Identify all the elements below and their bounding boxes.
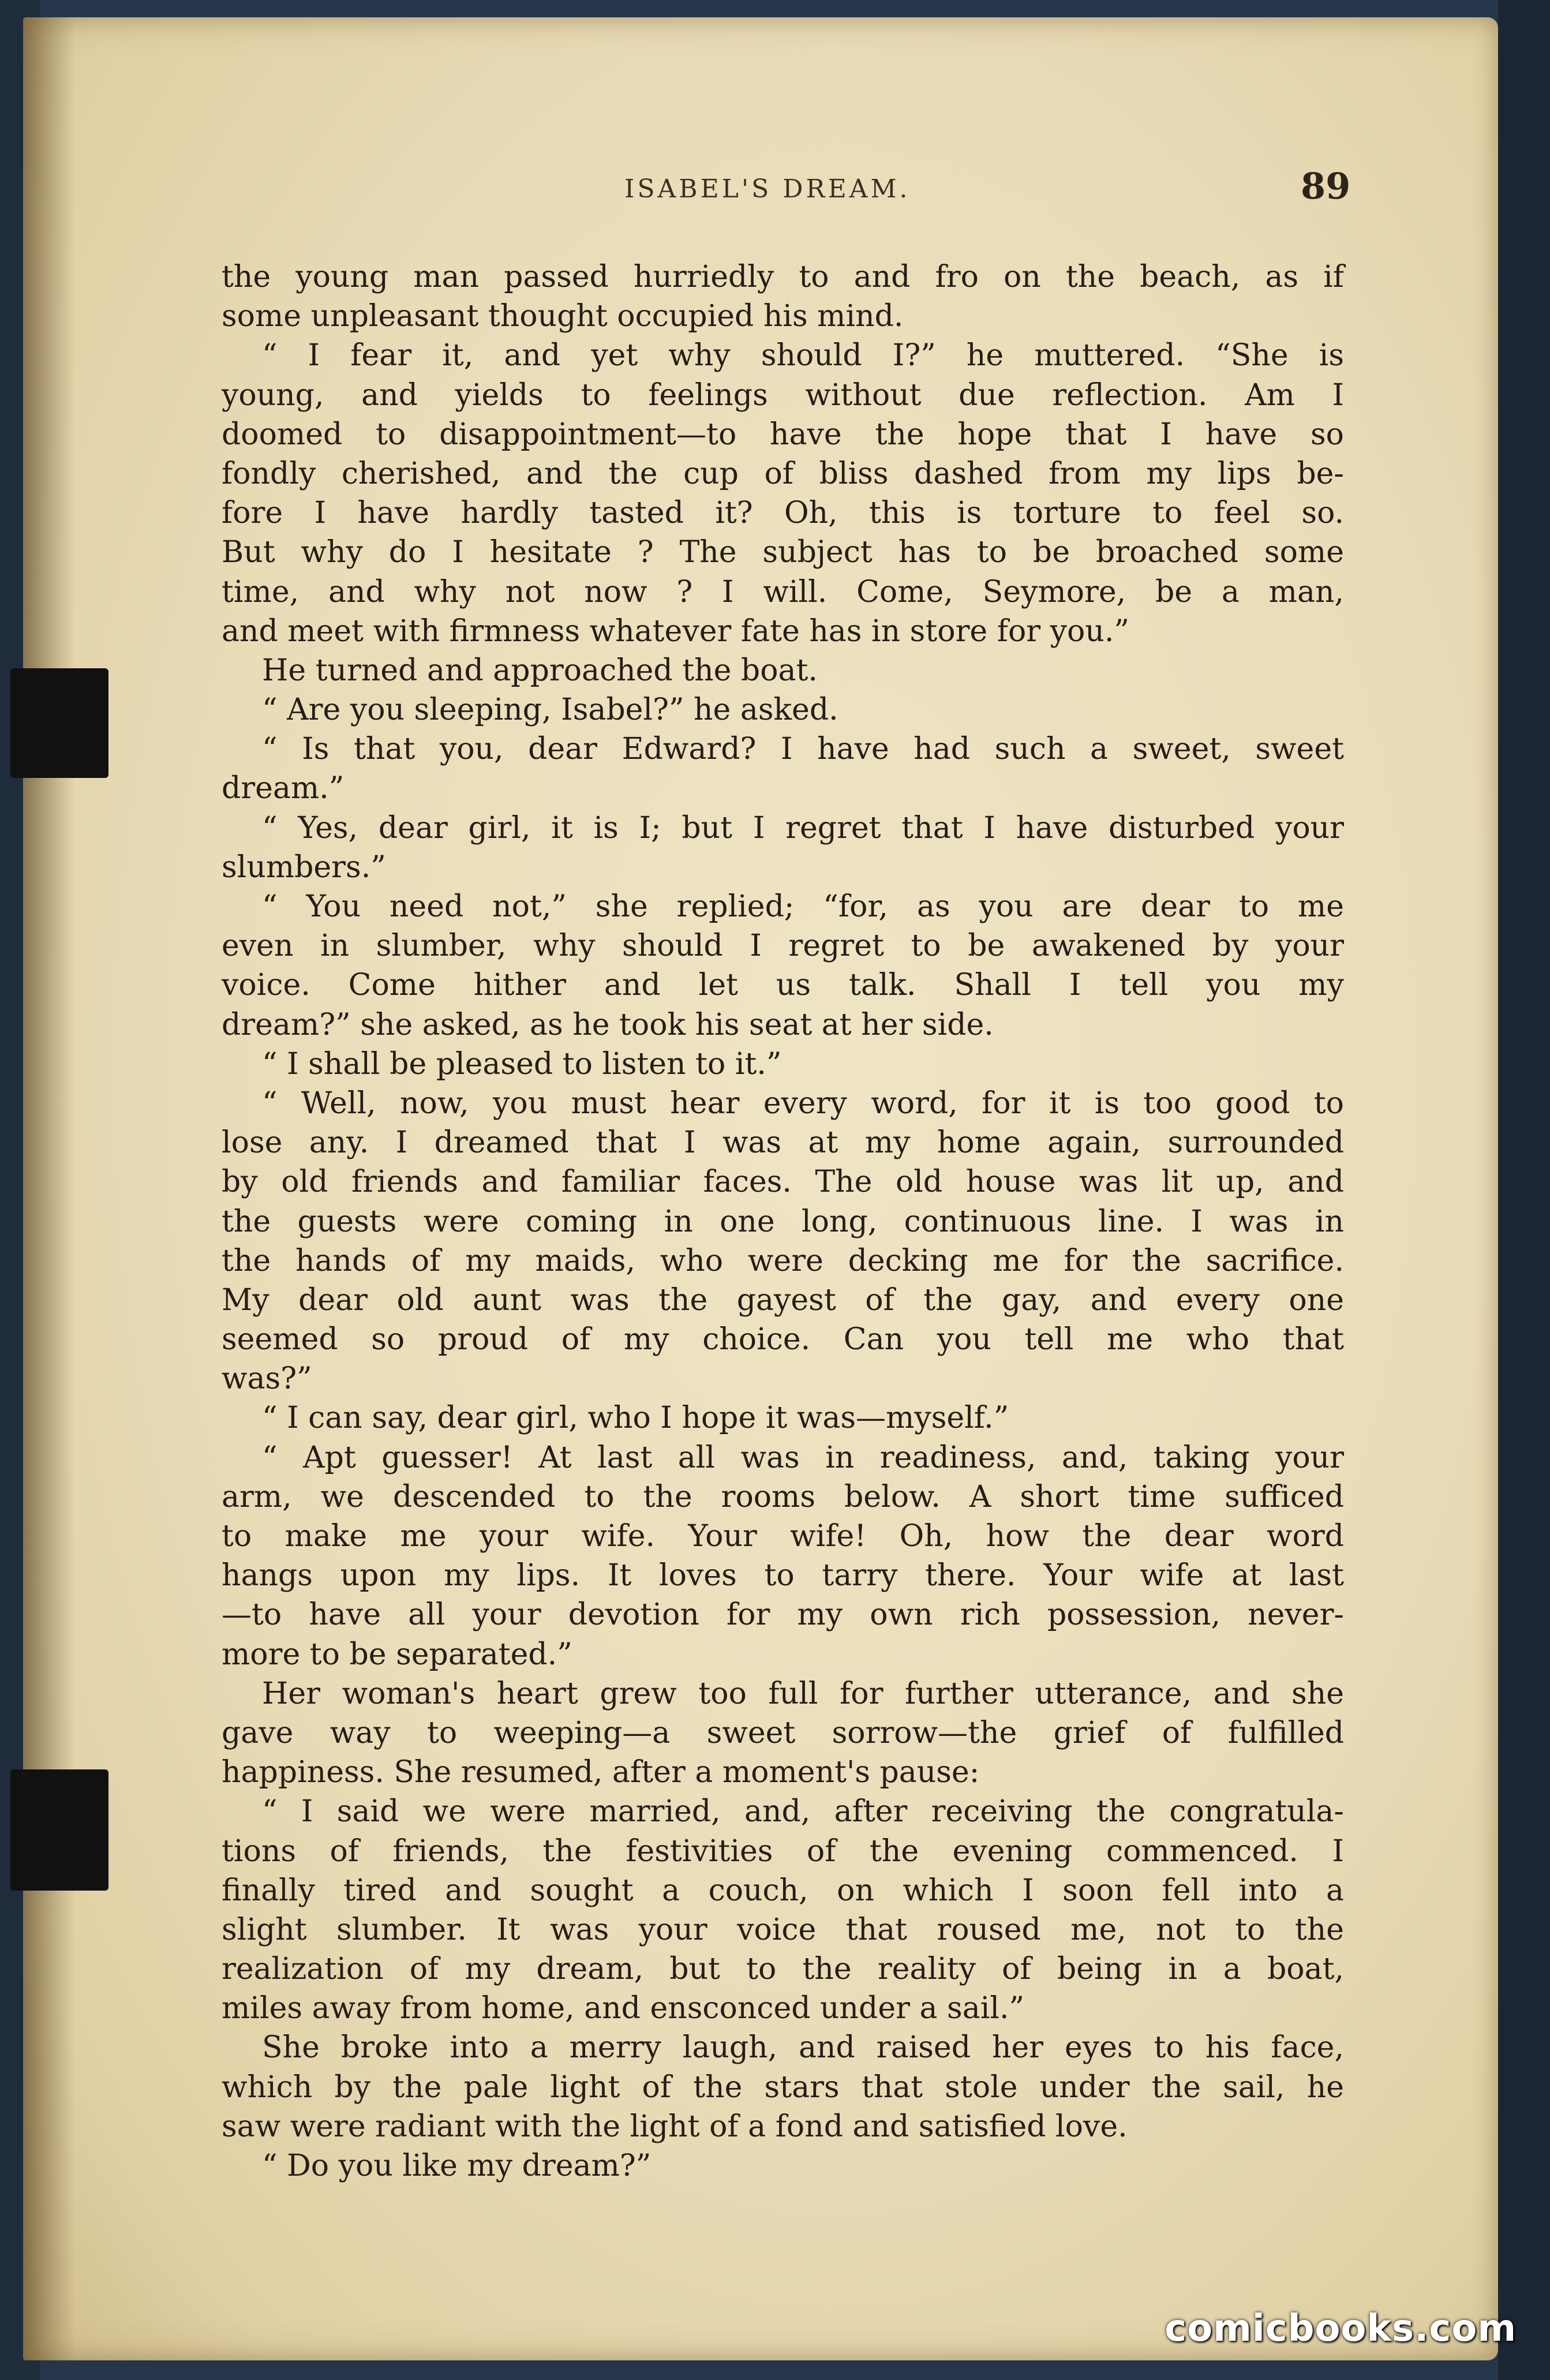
text-line: He turned and approached the boat. xyxy=(262,653,818,688)
text-line: and meet with firmness whatever fate has in store for you.” xyxy=(222,613,1129,649)
text-line: “ Apt guesser! At last all was in readiness, and, taking your xyxy=(262,1440,1344,1475)
text-line: some unpleasant thought occupied his mind. xyxy=(222,299,904,334)
text-line: seemed so proud of my choice. Can you tell me who that xyxy=(222,1322,1344,1357)
text-line: “ Are you sleeping, Isabel?” he asked. xyxy=(262,693,838,728)
text-line: the guests were coming in one long, continuous line. I was in xyxy=(222,1204,1344,1239)
text-line: voice. Come hither and let us talk. Shall I tell you my xyxy=(222,968,1344,1003)
book-edge-right xyxy=(1498,0,1550,2380)
text-line: slumbers.” xyxy=(222,850,386,885)
text-line: “ Yes, dear girl, it is I; but I regret that I have disturbed your xyxy=(262,810,1344,845)
text-line: miles away from home, and ensconced under a sail.” xyxy=(222,1991,1025,2026)
site-watermark: comicbooks.com xyxy=(1165,2307,1517,2350)
text-line: even in slumber, why should I regret to be awakened by your xyxy=(222,929,1344,964)
text-line: finally tired and sought a couch, on which I soon fell into a xyxy=(222,1873,1344,1908)
text-line: arm, we descended to the rooms below. A short time sufficed xyxy=(222,1479,1344,1514)
text-line: fondly cherished, and the cup of bliss dashed from my lips be- xyxy=(222,456,1344,491)
running-head: ISABEL'S DREAM. xyxy=(624,174,911,204)
text-line: “ Well, now, you must hear every word, for it is too good to xyxy=(262,1086,1344,1121)
text-line: “ I can say, dear girl, who I hope it was—myself.” xyxy=(262,1401,1009,1436)
text-line: “ Is that you, dear Edward? I have had such a sweet, sweet xyxy=(262,732,1344,767)
text-line: fore I have hardly tasted it? Oh, this is torture to feel so. xyxy=(222,496,1344,531)
text-line: realization of my dream, but to the reality of being in a boat, xyxy=(222,1952,1344,1987)
page-gutter-shadow xyxy=(23,17,75,2360)
text-line: hangs upon my lips. It loves to tarry there. Your wife at last xyxy=(222,1558,1344,1593)
text-line: —to have all your devotion for my own rich possession, never- xyxy=(222,1597,1344,1633)
text-line: “ I shall be pleased to listen to it.” xyxy=(262,1046,782,1082)
text-line: happiness. She resumed, after a moment's pause: xyxy=(222,1755,980,1790)
text-line: doomed to disappointment—to have the hope that I have so xyxy=(222,417,1344,452)
page-number: 89 xyxy=(1301,165,1351,207)
text-line: the young man passed hurriedly to and fro on the beach, as if xyxy=(222,260,1344,294)
text-line: young, and yields to feelings without due reflection. Am I xyxy=(222,377,1344,413)
text-line: “ Do you like my dream?” xyxy=(262,2149,652,2183)
text-line: lose any. I dreamed that I was at my home again, surrounded xyxy=(222,1125,1344,1161)
text-line: dream.” xyxy=(222,771,345,806)
text-line: was?” xyxy=(222,1361,312,1397)
text-line: slight slumber. It was your voice that roused me, not to the xyxy=(222,1912,1344,1947)
text-line: by old friends and familiar faces. The old house was lit up, and xyxy=(222,1165,1344,1200)
text-line: more to be separated.” xyxy=(222,1637,572,1672)
text-line: to make me your wife. Your wife! Oh, how the dear word xyxy=(222,1519,1344,1554)
text-line: dream?” she asked, as he took his seat at her side. xyxy=(222,1007,994,1042)
text-line: My dear old aunt was the gayest of the gay, and every one xyxy=(222,1282,1344,1318)
text-line: Her woman's heart grew too full for further utterance, and she xyxy=(262,1676,1344,1711)
text-line: “ I said we were married, and, after receiving the congratula- xyxy=(262,1794,1344,1829)
text-line: She broke into a merry laugh, and raised her eyes to his face, xyxy=(262,2030,1344,2065)
text-line: “ You need not,” she replied; “for, as you are dear to me xyxy=(262,889,1344,924)
text-line: the hands of my maids, who were decking me for the sacrifice. xyxy=(222,1243,1344,1278)
text-line: tions of friends, the festivities of the evening commenced. I xyxy=(222,1833,1344,1869)
text-line: gave way to weeping—a sweet sorrow—the grief of fulfilled xyxy=(222,1715,1344,1750)
text-line: saw were radiant with the light of a fond and satisfied love. xyxy=(222,2109,1128,2144)
text-line: But why do I hesitate ? The subject has to be broached some xyxy=(222,535,1344,570)
text-line: “ I fear it, and yet why should I?” he muttered. “She is xyxy=(262,338,1344,373)
binding-tab-top xyxy=(10,668,108,778)
text-line: which by the pale light of the stars that stole under the sail, he xyxy=(222,2070,1344,2105)
page-body-text xyxy=(222,257,1344,2186)
binding-tab-bottom xyxy=(10,1769,108,1891)
text-line: time, and why not now ? I will. Come, Seymore, be a man, xyxy=(222,574,1344,609)
